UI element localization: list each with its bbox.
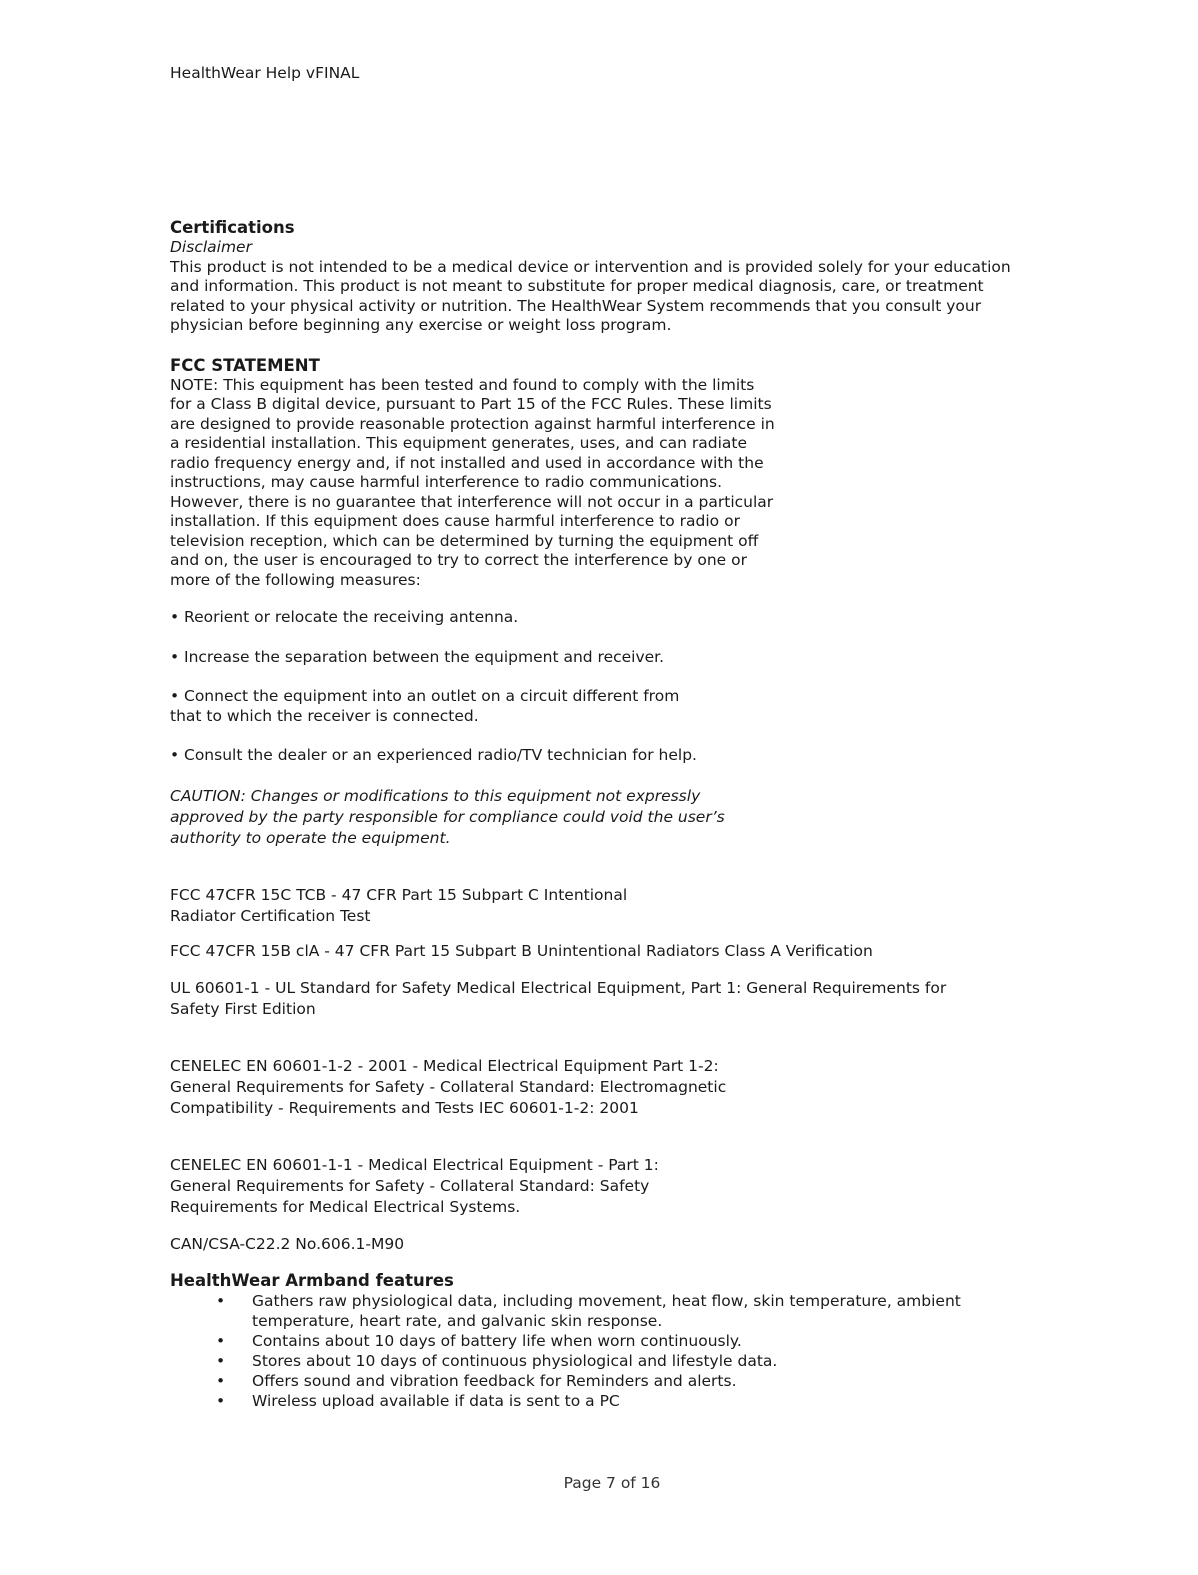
disclaimer-subheading: Disclaimer [170, 238, 252, 256]
list-item: • Contains about 10 days of battery life when worn continuously. [252, 1331, 1012, 1351]
standard-item: CENELEC EN 60601-1-1 - Medical Electrical Equipment - Part 1: General Requirements for Safety - Collateral Standard: Safety Requirements for Medical Electrical Systems. [170, 1155, 659, 1216]
certifications-heading: Certifications [170, 218, 295, 237]
fcc-measure: • Reorient or relocate the receiving antenna. [170, 608, 519, 626]
fcc-note: NOTE: This equipment has been tested and found to comply with the limits for a Class B digital device, pursuant to Part 15 of the FCC Rules. These limits are designed to provide reasonable protection against harmful interference in a residential installation. This equipment generates, uses, and can radiate radio frequency energy and, if not installed and used in accordance with the instructions, may cause harmful interference to radio communications. However, there is no guarantee that interference will not occur in a particular installation. If this equipment does cause harmful interference to radio or television reception, which can be determined by turning the equipment off and on, the user is encouraged to try to correct the interference by one or more of the following measures: [170, 375, 775, 589]
page-header: HealthWear Help vFINAL [170, 64, 360, 82]
fcc-measure: • Connect the equipment into an outlet on a circuit different from that to which the receiver is connected. [170, 687, 680, 725]
fcc-measure: • Consult the dealer or an experienced radio/TV technician for help. [170, 746, 697, 764]
standard-item: FCC 47CFR 15C TCB - 47 CFR Part 15 Subpart C Intentional Radiator Certification Test [170, 885, 628, 925]
document-body [170, 218, 1030, 1411]
page-number: Page 7 of 16 [563, 1474, 661, 1492]
list-item: • Stores about 10 days of continuous physiological and lifestyle data. [252, 1351, 1012, 1371]
features-heading: HealthWear Armband features [170, 1270, 454, 1290]
standard-item: FCC 47CFR 15B clA - 47 CFR Part 15 Subpart B Unintentional Radiators Class A Verification [170, 941, 873, 960]
features-list [170, 1291, 1012, 1411]
standard-item: UL 60601-1 - UL Standard for Safety Medical Electrical Equipment, Part 1: General Requirements for Safety First Edition [170, 978, 947, 1018]
disclaimer-text: This product is not intended to be a medical device or intervention and is provided solely for your education and information. This product is not meant to substitute for proper medical diagnosis, care, or treatment related to your physical activity or nutrition. The HealthWear System recommends that you consult your physician before beginning any exercise or weight loss program. [170, 257, 1011, 334]
standard-item: CENELEC EN 60601-1-2 - 2001 - Medical Electrical Equipment Part 1-2: General Requirements for Safety - Collateral Standard: Electromagnetic Compatibility - Requirements and Tests IEC 60601-1-2: 2001 [170, 1056, 727, 1117]
list-item: • Offers sound and vibration feedback for Reminders and alerts. [252, 1371, 1012, 1391]
list-item: • Gathers raw physiological data, including movement, heat flow, skin temperature, ambient temperature, heart rate, and galvanic skin response. [252, 1291, 1012, 1331]
fcc-heading: FCC STATEMENT [170, 355, 320, 375]
fcc-measure: • Increase the separation between the equipment and receiver. [170, 647, 665, 666]
list-item: • Wireless upload available if data is sent to a PC [252, 1391, 1012, 1411]
fcc-caution: CAUTION: Changes or modifications to this equipment not expressly approved by the party responsible for compliance could void the user’s authority to operate the equipment. [170, 786, 725, 847]
standard-item: CAN/CSA-C22.2 No.606.1-M90 [170, 1234, 405, 1253]
